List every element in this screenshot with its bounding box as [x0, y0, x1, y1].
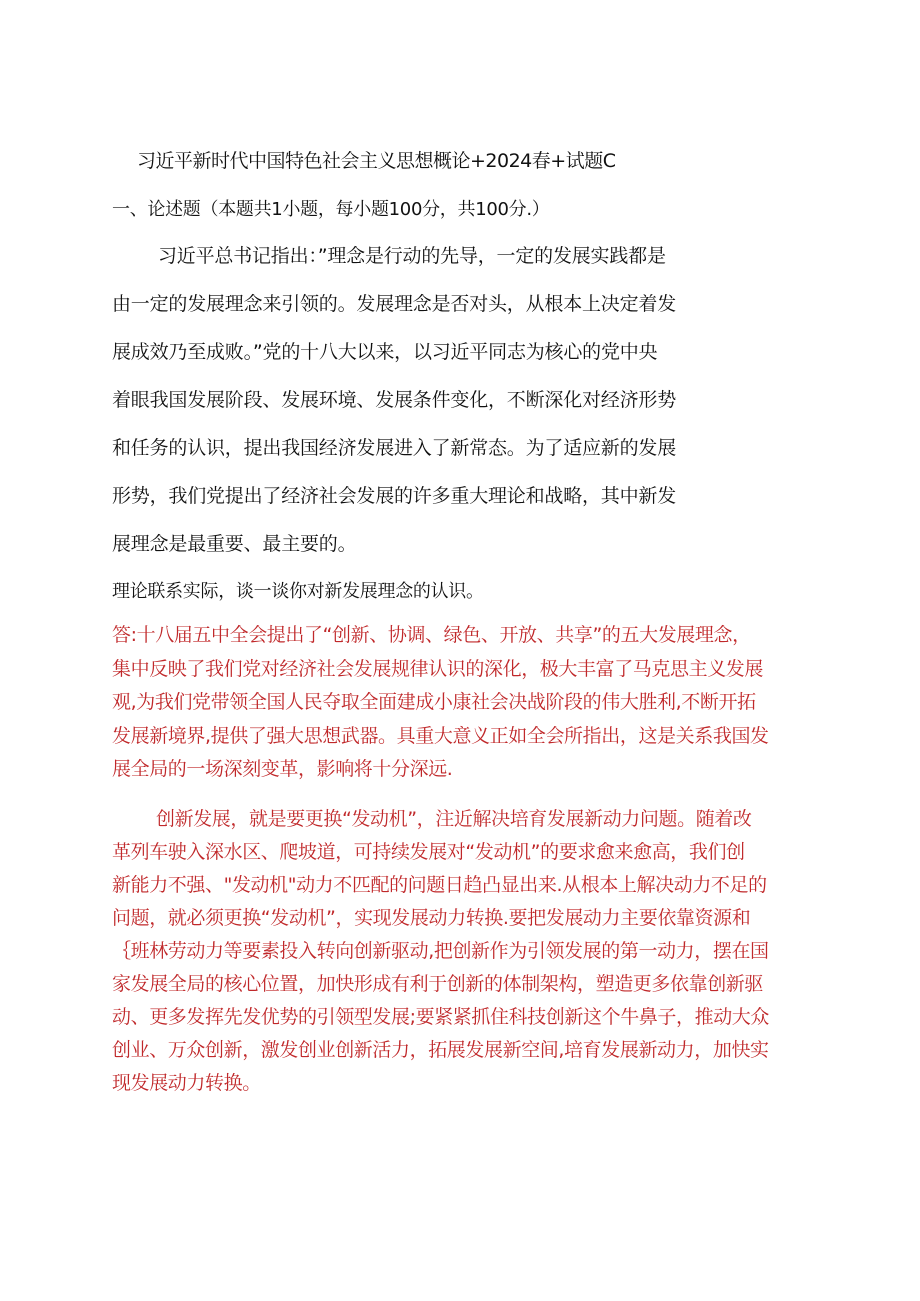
answer-line: 创新发展，就是要更换“发动机”，注近解决培育发展新动力问题。随着改 — [156, 808, 752, 830]
answer-line: 革列车驶入深水区、爬坡道，可持续发展对“发动机”的要求愈来愈高，我们创 — [112, 841, 745, 863]
question-line: 由一定的发展理念来引领的。发展理念是否对头，从根本上决定着发 — [112, 293, 677, 315]
answer-line: 新能力不强、"发动机"动力不匹配的问题日趋凸显出来.从根本上解决动力不足的 — [112, 874, 767, 896]
answer-line: 集中反映了我们党对经济社会发展规律认识的深化，极大丰富了马克思主义发展 — [112, 657, 764, 680]
answer-line: 问题，就必须更换“发动机”，实现发展动力转换.要把发展动力主要依靠资源和 — [112, 907, 751, 929]
answer-line: 家发展全局的核心位置，加快形成有利于创新的体制架构，塑造更多依靠创新驱 — [112, 973, 764, 995]
answer-line: 展全局的一场深刻变革，影响将十分深远. — [112, 758, 453, 780]
question-line: 展成效乃至成败。”党的十八大以来，以习近平同志为核心的党中央 — [112, 341, 658, 363]
question-prompt: 理论联系实际，谈一谈你对新发展理念的认识。 — [112, 581, 484, 602]
answer-line: 观,为我们党带领全国人民夺取全面建成小康社会决战阶段的伟大胜利,不断开拓 — [112, 691, 756, 713]
question-line: 和任务的认识，提出我国经济发展进入了新常态。为了适应新的发展 — [112, 437, 677, 459]
answer-line: ｛班林劳动力等要素投入转向创新驱动,把创新作为引领发展的第一动力，摆在国 — [112, 940, 769, 962]
section-heading: 一、论述题（本题共1小题，每小题100分，共100分.） — [112, 199, 550, 220]
question-line: 展理念是最重要、最主要的。 — [112, 533, 357, 555]
answer-line: 发展新境界,提供了强大思想武器。具重大意义正如全会所指出，这是关系我国发 — [112, 724, 769, 747]
question-line: 形势，我们党提出了经济社会发展的许多重大理论和战略，其中新发 — [112, 485, 677, 507]
answer-paragraph-2 — [112, 803, 818, 1100]
answer-line: 现发展动力转换。 — [112, 1072, 261, 1094]
answer-paragraph-1 — [112, 619, 818, 787]
question-line: 着眼我国发展阶段、发展环境、发展条件变化，不断深化对经济形势 — [112, 389, 677, 411]
answer-line: 创业、万众创新，激发创业创新活力，拓展发展新空间,培育发展新动力，加快实 — [112, 1039, 769, 1061]
answer-line: 答:十八届五中全会提出了“创新、协调、绿色、开放、共享”的五大发展理念， — [112, 624, 751, 646]
answer-line: 动、更多发挥先发优势的引领型发展;要紧紧抓住科技创新这个牛鼻子，推动大众 — [112, 1006, 770, 1028]
question-line: 习近平总书记指出：”理念是行动的先导，一定的发展实践都是 — [158, 245, 666, 267]
question-paragraph — [112, 240, 722, 576]
document-title: 习近平新时代中国特色社会主义思想概论+2024春+试题C — [137, 150, 616, 172]
